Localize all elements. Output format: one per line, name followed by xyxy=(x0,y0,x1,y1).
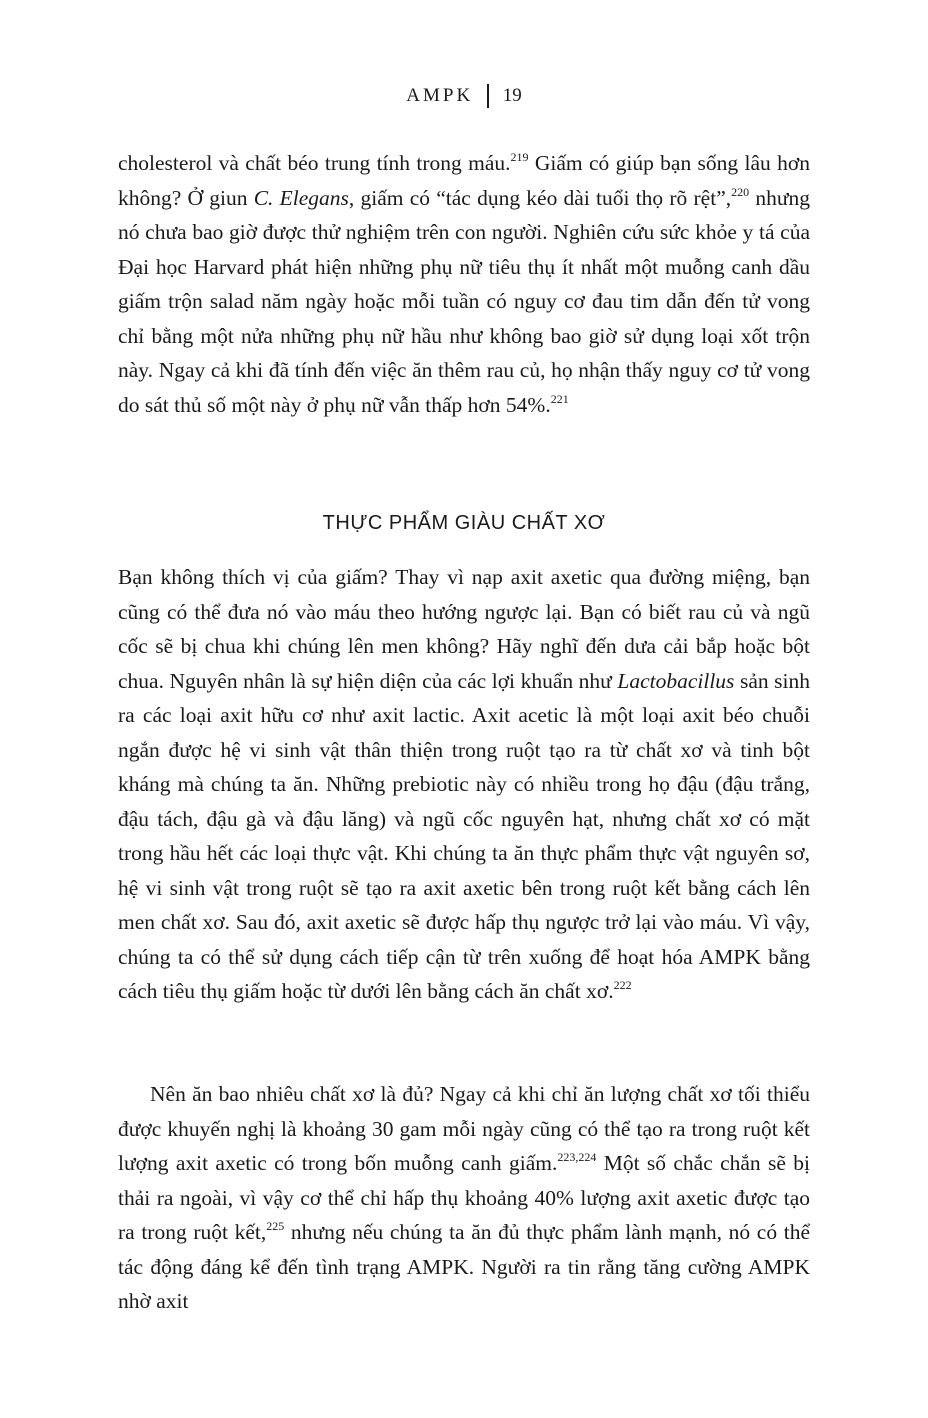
running-header xyxy=(0,84,928,108)
italic-genus-name: Lactobacillus xyxy=(617,668,735,693)
footnote-ref-221: 221 xyxy=(550,391,569,406)
footnote-ref-220: 220 xyxy=(731,184,750,199)
footnote-ref-219: 219 xyxy=(510,150,529,164)
page-number: 19 xyxy=(502,85,522,106)
footnote-ref-222: 222 xyxy=(613,978,632,992)
running-title: AMPK xyxy=(406,85,474,106)
text-run: Một số chắc chắn sẽ bị thải ra ngoài, vì vậy cơ thể chỉ hấp thụ khoảng 40% lượng axit axetic được tạo ra trong ruột kết, xyxy=(118,1151,810,1244)
italic-species-name: C. Elegans xyxy=(253,185,349,210)
section-heading: THỰC PHẨM GIÀU CHẤT XƠ xyxy=(322,512,606,534)
text-run: Giấm có giúp bạn sống lâu hơn không? Ở giun xyxy=(118,151,810,210)
paragraph-1 xyxy=(118,146,810,422)
text-run: nhưng nó chưa bao giờ được thử nghiệm trên con người. Nghiên cứu sức khỏe y tá của Đại học Harvard phát hiện những phụ nữ tiêu thụ ít nhất một muỗng canh dầu giấm trộn salad năm ngày hoặc mỗi tuần có nguy cơ đau tim dẫn đến tử vong chỉ bằng một nửa những phụ nữ hầu như không bao giờ sử dụng loại xốt trộn này. Ngay cả khi đã tính đến việc ăn thêm rau củ, họ nhận thấy nguy cơ tử vong do sát thủ số một này ở phụ nữ vẫn thấp hơn 54%. xyxy=(118,185,810,417)
text-run: Bạn không thích vị của giấm? Thay vì nạp axit axetic qua đường miệng, bạn cũng có thể đưa nó vào máu theo hướng ngược lại. Bạn có biết rau củ và ngũ cốc sẽ bị chua khi chúng lên men không? Hãy nghĩ đến dưa cải bắp hoặc bột chua. Nguyên nhân là sự hiện diện của các lợi khuẩn như xyxy=(118,565,810,693)
text-run: nhưng nếu chúng ta ăn đủ thực phẩm lành mạnh, nó có thể tác động đáng kể đến tình trạng AMPK. Người ra tin rằng tăng cường AMPK nhờ axit xyxy=(118,1220,810,1313)
text-run: sản sinh ra các loại axit hữu cơ như axit lactic. Axit acetic là một loại axit béo chuỗi ngắn được hệ vi sinh vật thân thiện trong ruột tạo ra từ chất xơ và tinh bột kháng mà chúng ta ăn. Những prebiotic này có nhiều trong họ đậu (đậu trắng, đậu tách, đậu gà và đậu lăng) và ngũ cốc nguyên hạt, nhưng chất xơ có mặt trong hầu hết các loại thực vật. Khi chúng ta ăn thực phẩm thực vật nguyên sơ, hệ vi sinh vật trong ruột sẽ tạo ra axit axetic bên trong ruột kết bằng cách lên men chất xơ. Sau đó, axit axetic sẽ được hấp thụ ngược trở lại vào máu. Vì vậy, chúng ta có thể sử dụng cách tiếp cận từ trên xuống để hoạt hóa AMPK bằng cách tiêu thụ giấm hoặc từ dưới lên bằng cách ăn chất xơ. xyxy=(118,668,811,1003)
text-run: Nên ăn bao nhiêu chất xơ là đủ? Ngay cả khi chỉ ăn lượng chất xơ tối thiểu được khuyến nghị là khoảng 30 gam mỗi ngày cũng có thể tạo ra trong ruột kết lượng axit axetic có trong bốn muỗng canh giấm. xyxy=(118,1082,810,1175)
footnote-ref-225: 225 xyxy=(266,1219,285,1233)
paragraph-2 xyxy=(118,560,810,1009)
paragraph-3 xyxy=(118,1077,810,1319)
header-divider xyxy=(487,84,489,108)
text-run: , giấm có “tác dụng kéo dài tuổi thọ rõ rệt”, xyxy=(348,185,732,210)
text-run: cholesterol và chất béo trung tính trong máu. xyxy=(118,151,511,175)
footnote-ref-223-224: 223,224 xyxy=(557,1150,597,1164)
